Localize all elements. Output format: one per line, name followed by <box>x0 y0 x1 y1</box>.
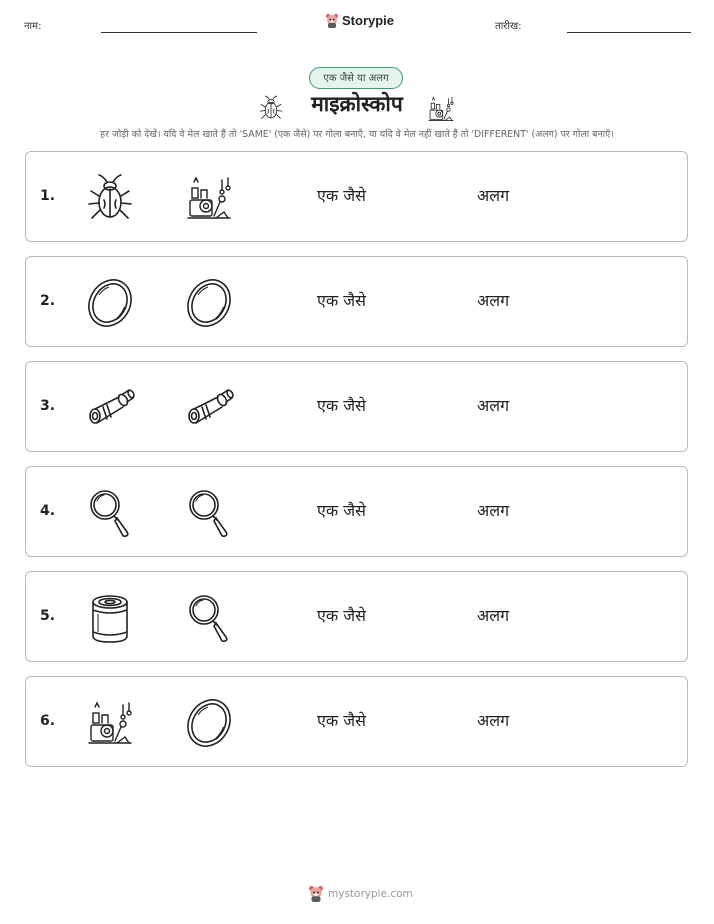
row-number: 5. <box>40 608 56 624</box>
bear-mascot-icon <box>325 13 339 28</box>
page-title: माइक्रोस्कोप <box>311 92 403 116</box>
option-different[interactable]: अलग <box>477 711 510 730</box>
exercise-row-1 <box>25 151 688 242</box>
brand-name: Storypie <box>342 13 395 28</box>
eyepiece-tube-icon <box>85 382 135 434</box>
option-different[interactable]: अलग <box>477 501 510 520</box>
bear-mascot-icon <box>308 885 324 902</box>
brand-logo <box>325 13 394 28</box>
footer <box>308 885 413 902</box>
option-same[interactable]: एक जैसे <box>317 711 366 730</box>
title-row <box>0 90 714 124</box>
option-same[interactable]: एक जैसे <box>317 501 366 520</box>
lens-icon <box>85 277 135 329</box>
option-different[interactable]: अलग <box>477 186 510 205</box>
magnifying-glass-icon <box>184 592 234 644</box>
exercise-row-5 <box>25 571 688 662</box>
instructions: हर जोड़ी को देखें। यदि वे मेल खाते हैं तो 'SAME' (एक जैसे) पर गोला बनाएँ, या यदि वे मेल नहीं खाते हैं तो 'DIFFERENT' (अलग) पर गोला बनाएँ। <box>100 129 614 140</box>
eyepiece-tube-icon <box>184 382 234 434</box>
row-number: 2. <box>40 293 56 309</box>
row-number: 6. <box>40 713 56 729</box>
name-label: नाम: <box>24 21 42 32</box>
worksheet-header <box>0 0 714 44</box>
name-line <box>101 32 257 33</box>
option-different[interactable]: अलग <box>477 396 510 415</box>
option-same[interactable]: एक जैसे <box>317 186 366 205</box>
exercise-row-3 <box>25 361 688 452</box>
slide-canister-icon <box>85 592 135 644</box>
option-different[interactable]: अलग <box>477 606 510 625</box>
beetle-icon <box>258 94 284 126</box>
microscope-lab-icon <box>85 697 135 749</box>
date-label: तारीख: <box>495 21 522 32</box>
row-number: 3. <box>40 398 56 414</box>
option-same[interactable]: एक जैसे <box>317 606 366 625</box>
magnifying-glass-icon <box>184 487 234 539</box>
option-same[interactable]: एक जैसे <box>317 291 366 310</box>
microscope-lab-icon <box>184 172 234 224</box>
magnifying-glass-icon <box>85 487 135 539</box>
beetle-icon <box>85 172 135 224</box>
lens-icon <box>184 277 234 329</box>
option-different[interactable]: अलग <box>477 291 510 310</box>
row-number: 4. <box>40 503 56 519</box>
row-number: 1. <box>40 188 56 204</box>
lens-icon <box>184 697 234 749</box>
worksheet-type-badge: एक जैसे या अलग <box>309 67 403 89</box>
footer-site: mystorypie.com <box>328 887 413 900</box>
date-line <box>567 32 691 33</box>
option-same[interactable]: एक जैसे <box>317 396 366 415</box>
exercise-row-6 <box>25 676 688 767</box>
microscope-lab-icon <box>426 94 456 128</box>
exercise-row-4 <box>25 466 688 557</box>
exercise-row-2 <box>25 256 688 347</box>
